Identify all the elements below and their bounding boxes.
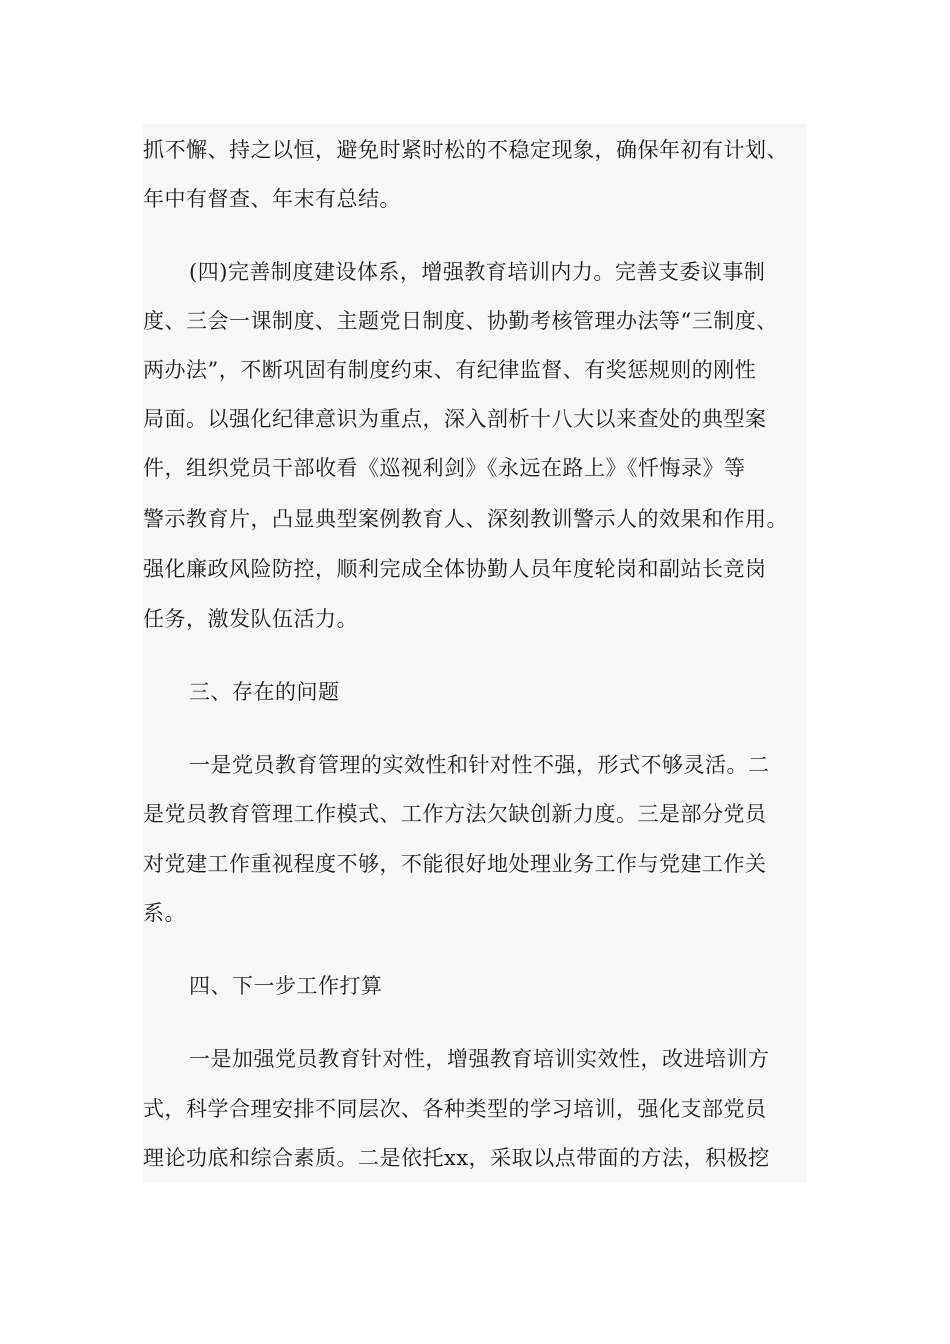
text-line: 一是加强党员教育针对性，增强教育培训实效性，改进培训方 — [189, 1047, 770, 1071]
text-line: 一是党员教育管理的实效性和针对性不强，形式不够灵活。二 — [189, 753, 770, 777]
text-line: 理论功底和综合素质。二是依托xx，采取以点带面的方法，积极挖 — [143, 1146, 770, 1170]
text-line: 系。 — [143, 901, 186, 925]
document-body — [143, 124, 807, 1182]
text-line: 年中有督查、年末有总结。 — [143, 187, 401, 211]
paragraph-heading-line: (四)完善制度建设体系，增强教育培训内力。完善支委议事制 — [189, 260, 766, 284]
text-line: 是党员教育管理工作模式、工作方法欠缺创新力度。三是部分党员 — [143, 802, 767, 826]
text-line: 局面。以强化纪律意识为重点，深入剖析十八大以来查处的典型案 — [143, 407, 767, 431]
text-line: 式，科学合理安排不同层次、各种类型的学习培训，强化支部党员 — [143, 1097, 767, 1121]
text-line: 件，组织党员干部收看《巡视利剑》《永远在路上》《忏悔录》等 — [143, 456, 746, 480]
section-heading: 四、下一步工作打算 — [189, 974, 383, 998]
text-line: 两办法”，不断巩固有制度约束、有纪律监督、有奖惩规则的刚性 — [143, 358, 757, 382]
text-line: 警示教育片，凸显典型案例教育人、深刻教训警示人的效果和作用。 — [143, 507, 788, 531]
text-line: 对党建工作重视程度不够，不能很好地处理业务工作与党建工作关 — [143, 852, 767, 876]
text-line: 强化廉政风险防控，顺利完成全体协勤人员年度轮岗和副站长竞岗 — [143, 557, 767, 581]
text-line: 抓不懈、持之以恒，避免时紧时松的不稳定现象，确保年初有计划、 — [143, 138, 788, 162]
text-line: 任务，激发队伍活力。 — [143, 607, 358, 631]
text-line: 度、三会一课制度、主题党日制度、协勤考核管理办法等“三制度、 — [143, 309, 778, 333]
section-heading: 三、存在的问题 — [189, 680, 340, 704]
